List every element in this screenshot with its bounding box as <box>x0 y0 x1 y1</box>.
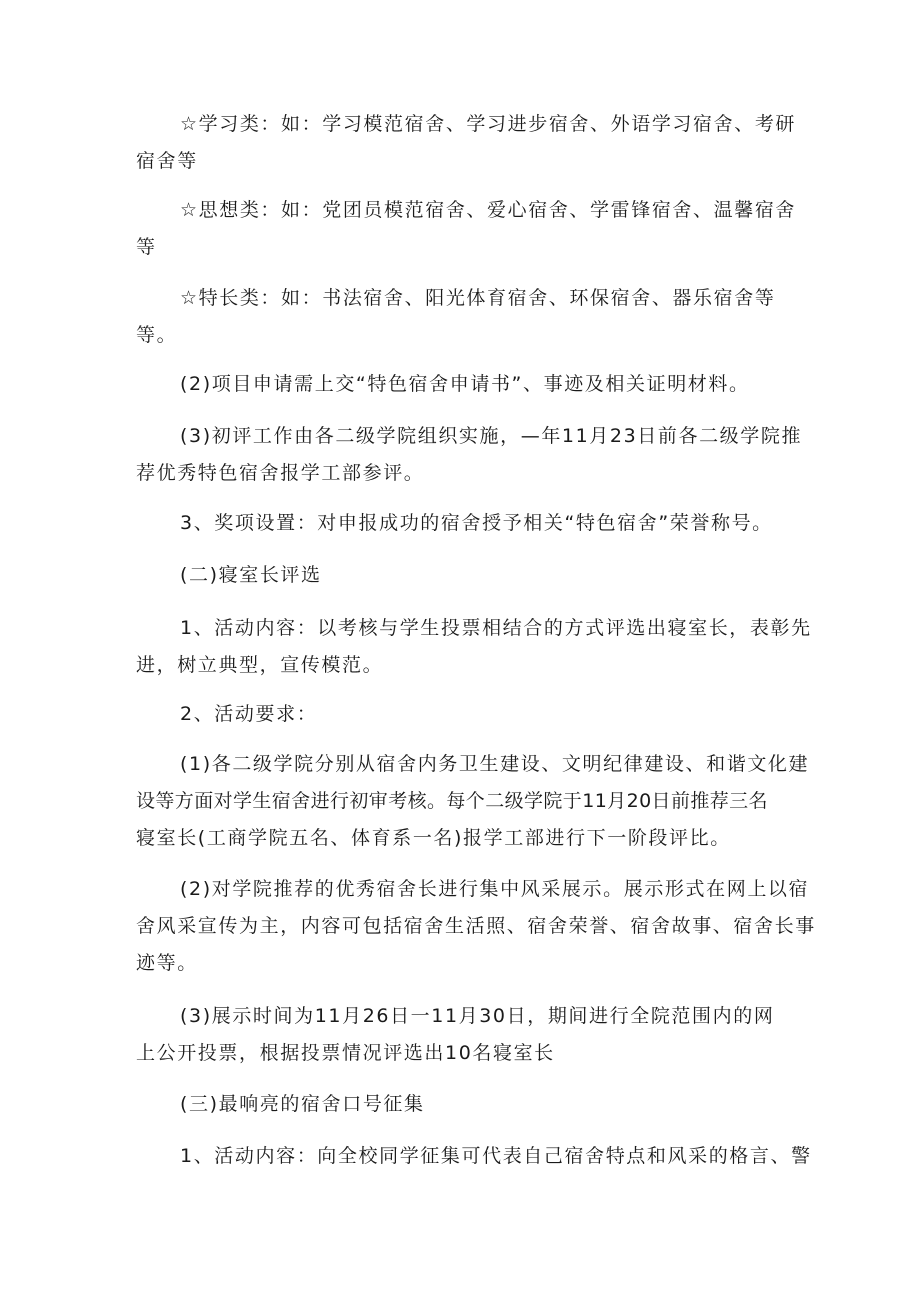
paragraph-line: 寝室长(工商学院五名、体育系一名)报学工部进行下一阶段评比。 <box>136 827 731 849</box>
paragraph-line: 荐优秀特色宿舍报学工部参评。 <box>136 462 425 484</box>
section-two-heading <box>136 557 792 594</box>
paragraph-line: (3)展示时间为11月26日一11月30日，期间进行全院范围内的网 <box>180 1005 775 1027</box>
paragraph-line: 进，树立典型，宣传模范。 <box>136 654 384 676</box>
paragraph-line: 设等方面对学生宿舍进行初审考核。每个二级学院于11月20日前推荐三名 <box>136 790 768 812</box>
ideology-category-paragraph <box>136 192 797 266</box>
paragraph-line: 2、活动要求： <box>180 703 318 725</box>
paragraph-line: (三)最响亮的宿舍口号征集 <box>180 1093 425 1115</box>
paragraph-line: 1、活动内容：以考核与学生投票相结合的方式评选出寝室长，表彰先 <box>180 617 812 639</box>
specialty-category-paragraph <box>136 280 792 354</box>
leader-requirement-3-paragraph <box>136 998 792 1072</box>
paragraph-line: 舍风采宣传为主，内容可包括宿舍生活照、宿舍荣誉、宿舍故事、宿舍长事 <box>136 915 816 937</box>
paragraph-line: 迹等。 <box>136 952 198 974</box>
paragraph-line: 1、活动内容：向全校同学征集可代表自己宿舍特点和风采的格言、警 <box>180 1145 812 1167</box>
slogan-activity-content-paragraph <box>136 1138 812 1175</box>
paragraph-line: (1)各二级学院分别从宿舍内务卫生建设、文明纪律建设、和谐文化建 <box>180 753 810 775</box>
paragraph-line: (2)对学院推荐的优秀宿舍长进行集中风采展示。展示形式在网上以宿 <box>180 878 810 900</box>
paragraph-line: 3、奖项设置：对申报成功的宿舍授予相关“特色宿舍”荣誉称号。 <box>180 512 773 534</box>
award-setting-paragraph <box>136 505 792 542</box>
paragraph-line: 等。 <box>136 324 178 346</box>
leader-activity-content-paragraph <box>136 610 812 684</box>
paragraph-line: (二)寝室长评选 <box>180 564 322 586</box>
paragraph-line: ☆思想类：如：党团员模范宿舍、爱心宿舍、学雷锋宿舍、温馨宿舍 <box>180 199 797 221</box>
paragraph-line: (2)项目申请需上交“特色宿舍申请书”、事迹及相关证明材料。 <box>180 373 750 395</box>
paragraph-line: ☆学习类：如：学习模范宿舍、学习进步宿舍、外语学习宿舍、考研 <box>180 113 797 135</box>
application-materials-paragraph <box>136 366 792 403</box>
preliminary-review-paragraph <box>136 418 803 492</box>
paragraph-line: (3)初评工作由各二级学院组织实施，—年11月23日前各二级学院推 <box>180 425 803 447</box>
leader-requirement-2-paragraph <box>136 871 816 982</box>
paragraph-line: 上公开投票，根据投票情况评选出10名寝室长 <box>136 1042 555 1064</box>
section-three-heading <box>136 1086 792 1123</box>
paragraph-line: ☆特长类：如：书法宿舍、阳光体育宿舍、环保宿舍、器乐宿舍等 <box>180 287 776 309</box>
study-category-paragraph <box>136 106 797 180</box>
leader-requirement-1-paragraph <box>136 746 810 857</box>
paragraph-line: 宿舍等 <box>136 150 198 172</box>
paragraph-line: 等 <box>136 236 157 258</box>
leader-activity-requirements-paragraph <box>136 696 792 733</box>
